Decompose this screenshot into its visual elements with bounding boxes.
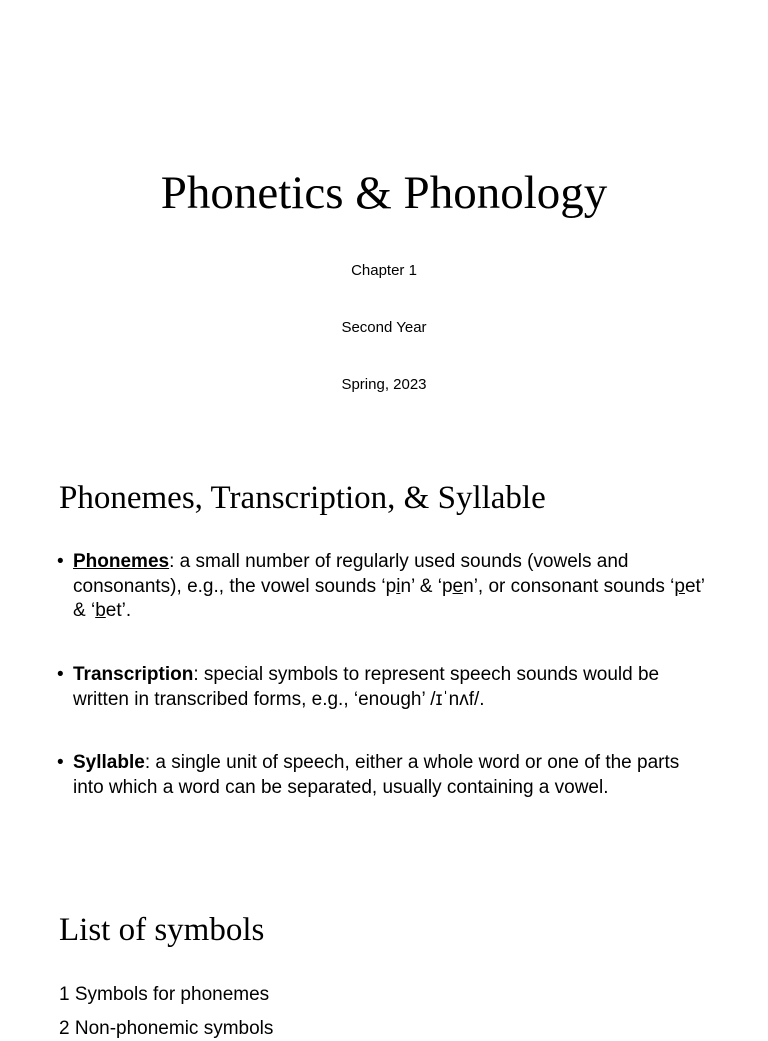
bullet-marker: • xyxy=(57,664,64,685)
section-heading-symbols: List of symbols xyxy=(59,912,265,948)
term-phonemes: Phonemes xyxy=(73,551,170,572)
term-syllable: Syllable xyxy=(73,752,145,773)
underlined-letter: i xyxy=(396,575,401,597)
term-label: Spring, 2023 xyxy=(341,376,427,393)
bullet-text xyxy=(57,751,707,800)
year-label: Second Year xyxy=(341,319,427,336)
bullet-transcription xyxy=(57,663,707,712)
list-item: 1 Symbols for phonemes xyxy=(59,984,270,1005)
underlined-letter: p xyxy=(674,575,685,597)
underlined-letter: b xyxy=(95,600,106,621)
list-item: 2 Non-phonemic symbols xyxy=(59,1018,274,1039)
term-transcription: Transcription xyxy=(73,664,194,685)
bullet-text xyxy=(57,550,707,624)
bullet-syllable xyxy=(57,751,707,800)
bullet-marker: • xyxy=(57,752,64,773)
underlined-letter: e xyxy=(452,575,464,597)
slide-title: Phonetics & Phonology xyxy=(160,167,608,219)
definition-text: n’ & ‘p xyxy=(400,575,453,597)
definition-text: n’, or consonant sounds ‘ xyxy=(463,575,675,597)
bullet-marker: • xyxy=(57,551,64,572)
definition-text: : special symbols to represent speech sounds would be written in transcribed forms, e.g., ‘enough’ /ɪˈnʌf/. xyxy=(73,664,660,710)
definition-text: et’ & ‘ xyxy=(73,575,705,621)
definition-text: : a single unit of speech, either a whole word or one of the parts into which a word can be separated, usually containing a vowel. xyxy=(73,752,680,798)
definition-text: : a small number of regularly used sounds (vowels and consonants), e.g., the vowel sounds ‘p xyxy=(73,551,629,597)
chapter-label: Chapter 1 xyxy=(351,262,417,279)
definition-text: et’. xyxy=(105,600,132,621)
section-heading-phonemes: Phonemes, Transcription, & Syllable xyxy=(59,480,546,516)
bullet-text xyxy=(57,663,707,712)
bullet-phonemes xyxy=(57,550,707,624)
